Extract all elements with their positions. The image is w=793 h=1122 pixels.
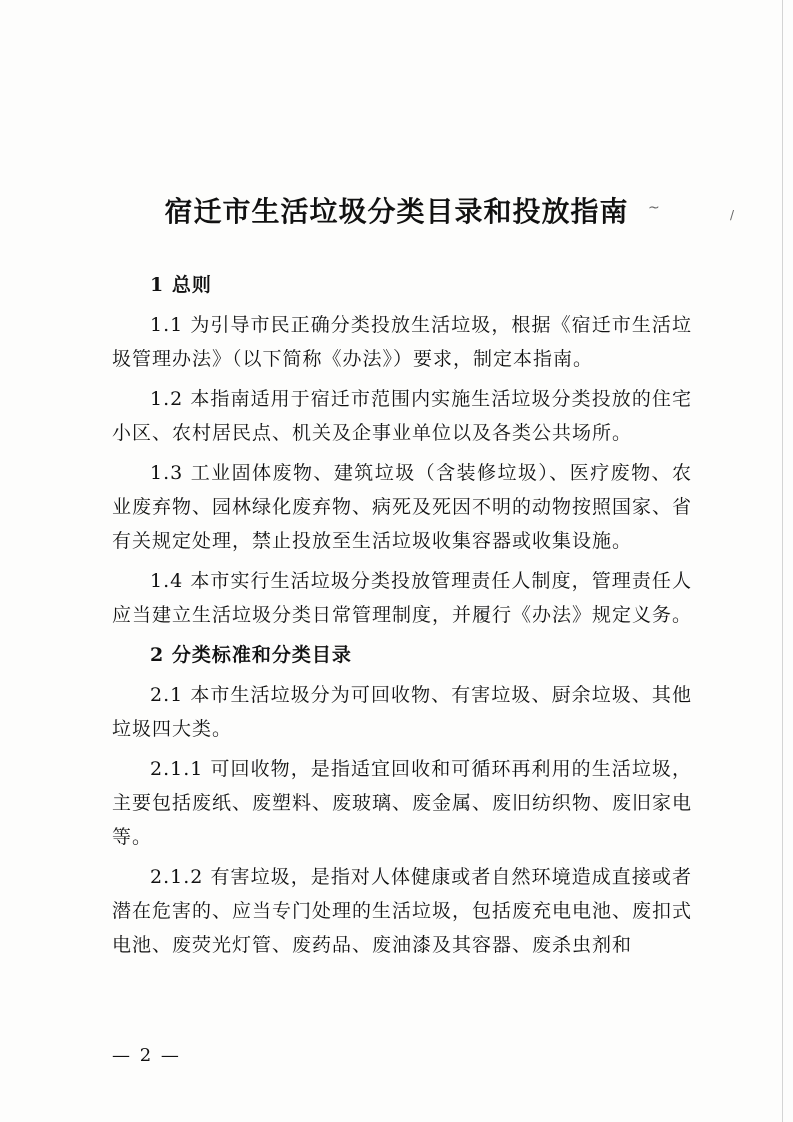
paragraph: 1.2 本指南适用于宿迁市范围内实施生活垃圾分类投放的住宅小区、农村居民点、机关及企事业单位以及各类公共场所。 — [112, 388, 692, 444]
section-heading: 2 分类标准和分类目录 — [150, 644, 352, 666]
paragraph: 1.3 工业固体废物、建筑垃圾（含装修垃圾）、医疗废物、农业废弃物、园林绿化废弃物、病死及死因不明的动物按照国家、省有关规定处理，禁止投放至生活垃圾收集容器或收集设施。 — [112, 462, 693, 552]
document-title: 宿迁市生活垃圾分类目录和投放指南 — [164, 195, 629, 228]
paragraph: 1.1 为引导市民正确分类投放生活垃圾，根据《宿迁市生活垃圾管理办法》（以下简称《办法》）要求，制定本指南。 — [112, 314, 692, 370]
document-body — [112, 268, 692, 968]
scan-mark: / — [730, 208, 735, 222]
paragraph: 2.1 本市生活垃圾分为可回收物、有害垃圾、厨余垃圾、其他垃圾四大类。 — [112, 684, 692, 740]
paragraph: 2.1.2 有害垃圾，是指对人体健康或者自然环境造成直接或者潜在危害的、应当专门处理的生活垃圾，包括废充电电池、废扣式电池、废荧光灯管、废药品、废油漆及其容器、废杀虫剂和 — [112, 866, 693, 956]
section-heading: 1 总则 — [150, 274, 212, 296]
scan-edge-line — [782, 0, 783, 1122]
paragraph: 2.1.1 可回收物，是指适宜回收和可循环再利用的生活垃圾，主要包括废纸、废塑料、废玻璃、废金属、废旧纺织物、废旧家电等。 — [112, 758, 693, 848]
paragraph: 1.4 本市实行生活垃圾分类投放管理责任人制度，管理责任人应当建立生活垃圾分类日常管理制度，并履行《办法》规定义务。 — [112, 570, 693, 626]
scan-mark: ~ — [648, 200, 660, 216]
page-number: — 2 — — [112, 1045, 181, 1066]
